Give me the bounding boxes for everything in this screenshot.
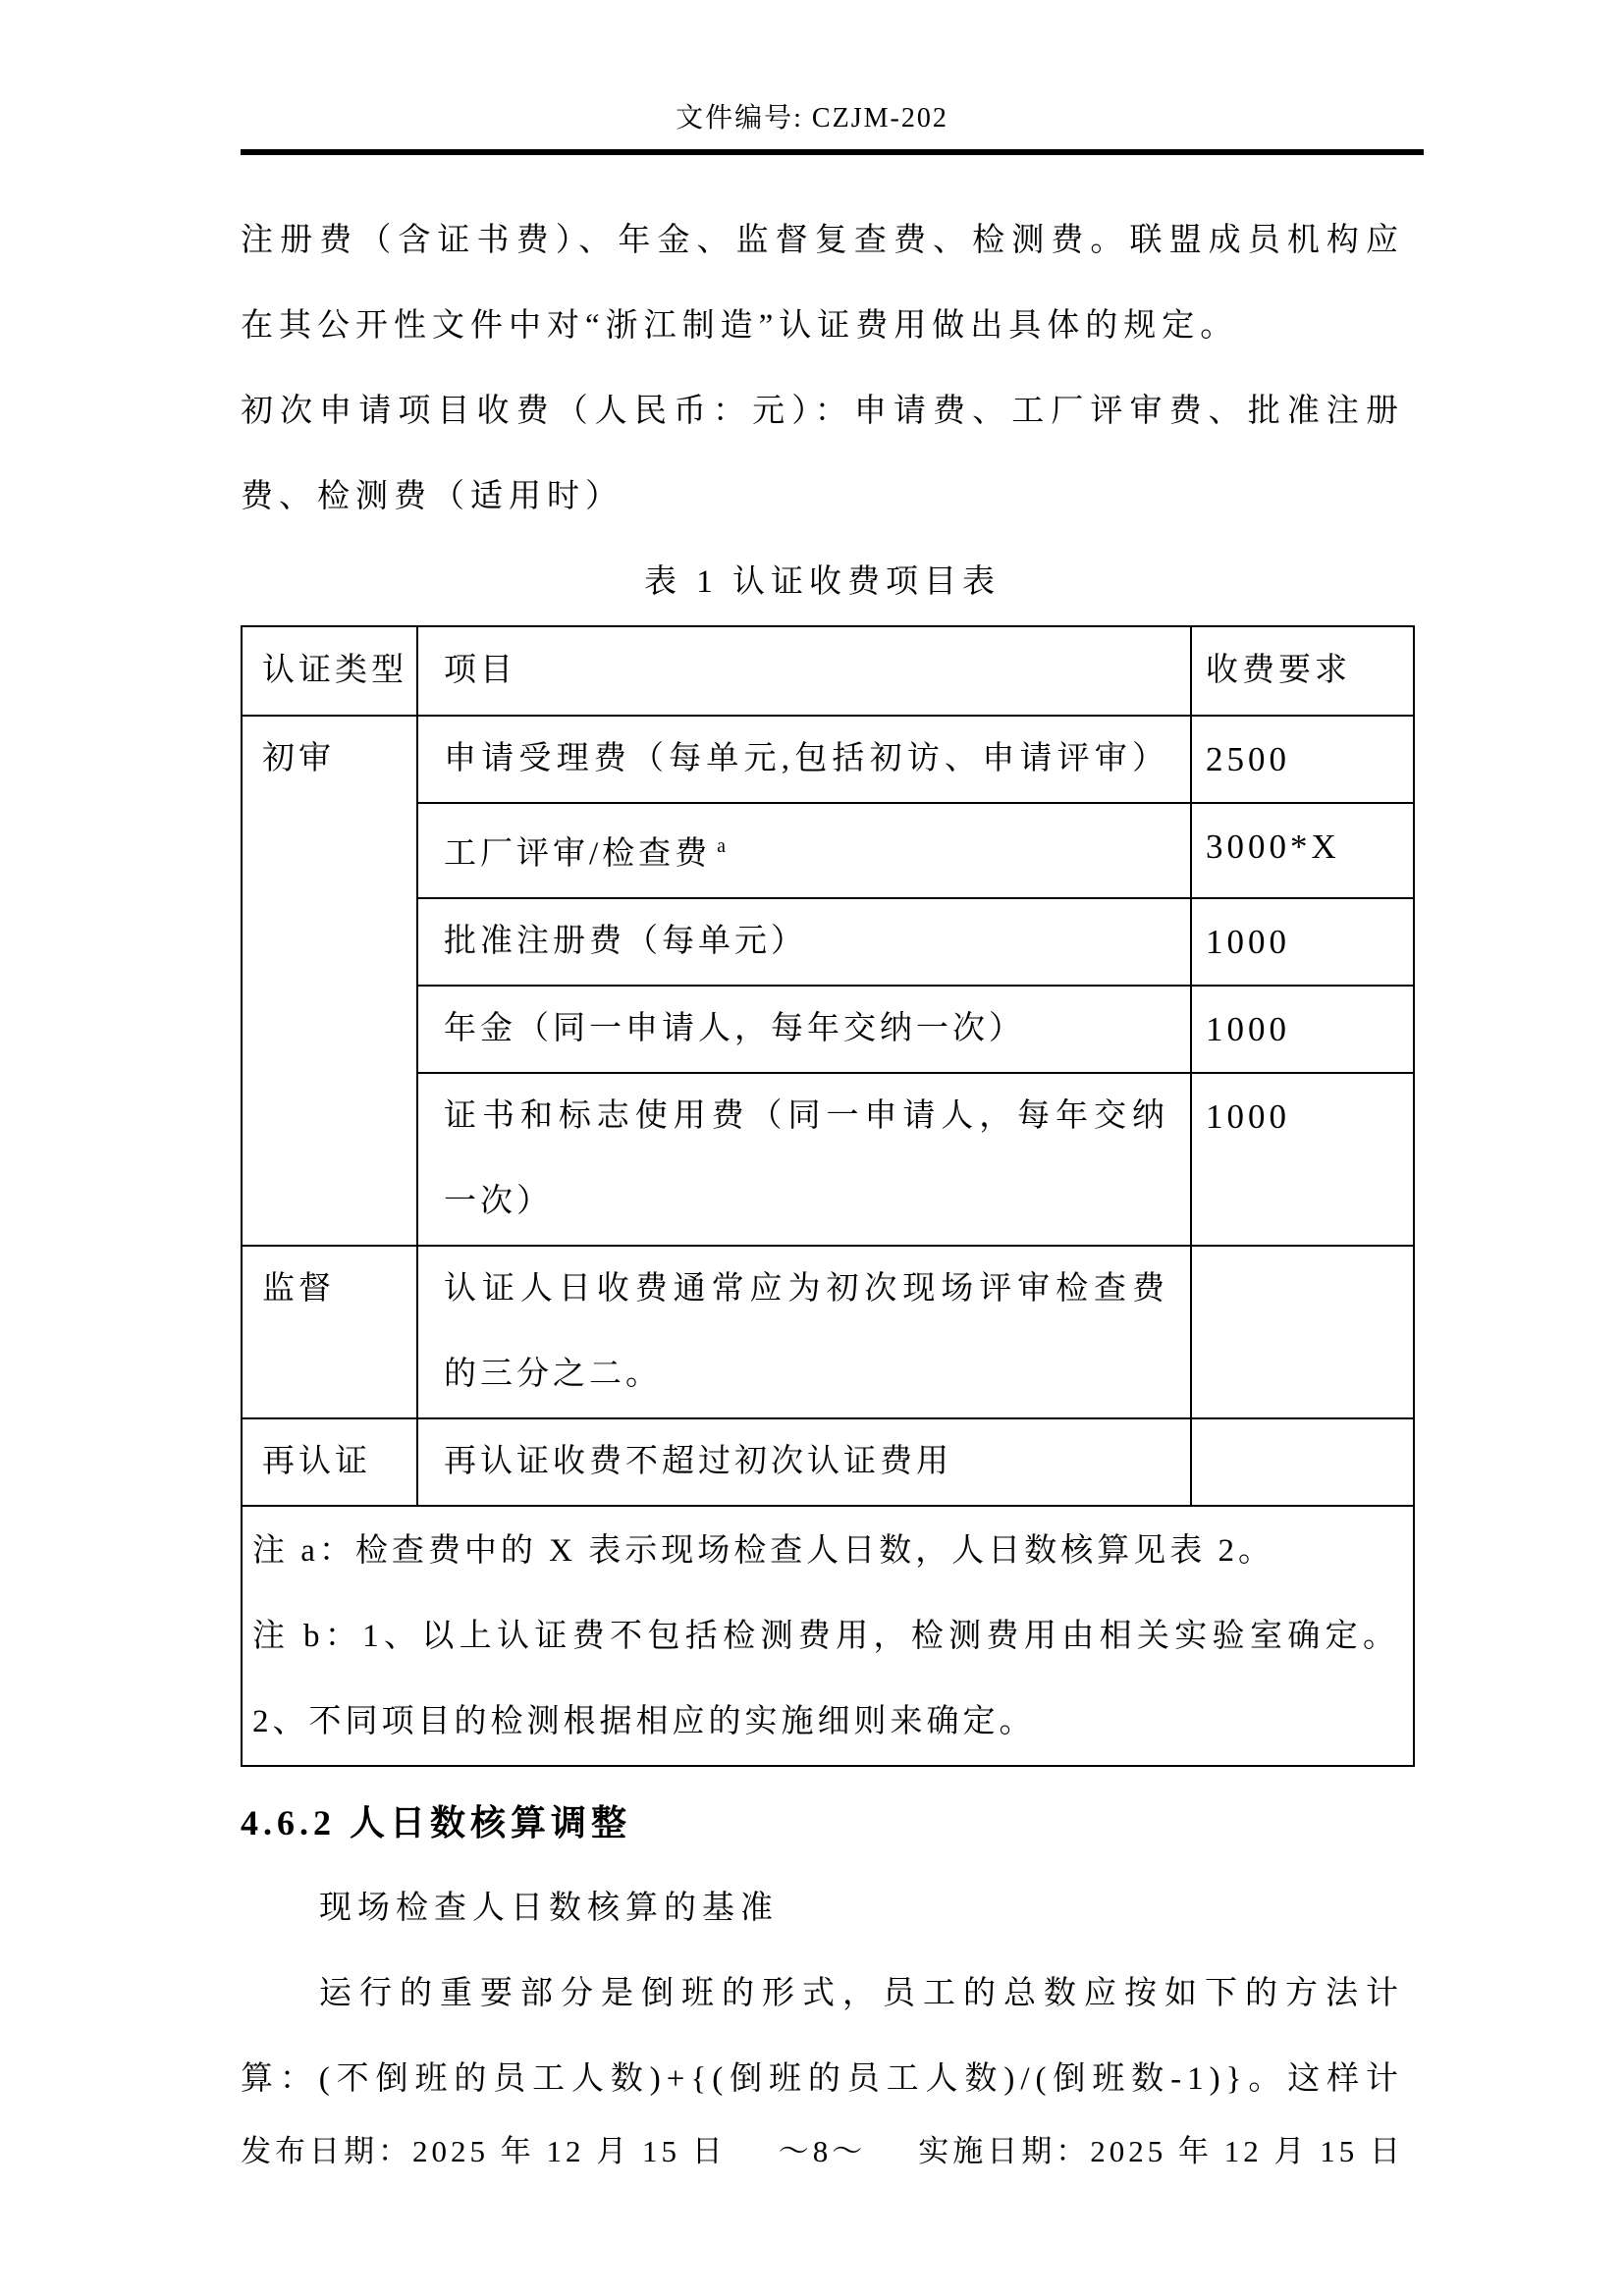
table-row (242, 1418, 1414, 1506)
table-row (242, 803, 1414, 898)
certification-fee-table (241, 625, 1415, 1767)
table-row (242, 716, 1414, 803)
cell-item (417, 1418, 1191, 1506)
cell-fee (1191, 1418, 1414, 1506)
cert-type-label: 监督 (262, 1271, 335, 1307)
footnote-marker: a (717, 835, 727, 857)
item-main-text: 工厂评审/检查费 (444, 836, 712, 872)
table-title: 表 1 认证收费项目表 (644, 564, 1001, 600)
item-text-line: 的三分之二。 (444, 1357, 662, 1392)
section-line: 运行的重要部分是倒班的形式，员工的总数应按如下的方法计 (319, 1976, 1404, 2011)
cell-fee (1191, 1246, 1414, 1418)
header-rule (241, 149, 1424, 155)
cell-item (417, 1246, 1191, 1418)
item-text: 申请受理费（每单元,包括初访、申请评审） (444, 741, 1168, 776)
cell-cert-type (242, 716, 417, 1246)
cell-item (417, 803, 1191, 898)
item-text: 年金（同一申请人，每年交纳一次） (444, 1011, 1025, 1046)
note-line: 注 b：1、以上认证费不包括检测费用，检测费用由相关实验室确定。 (252, 1619, 1399, 1654)
cell-item (417, 986, 1191, 1073)
table-row (242, 898, 1414, 986)
page-number: ～8～ (778, 2134, 867, 2168)
cell-fee: 1000 (1191, 1073, 1414, 1246)
note-line: 2、不同项目的检测根据相应的实施细则来确定。 (252, 1704, 1036, 1739)
table-row (242, 986, 1414, 1073)
release-date: 发布日期：2025 年 12 月 15 日 (241, 2134, 727, 2168)
section-heading: 4.6.2 人日数核算调整 (241, 1803, 632, 1842)
item-text: 再认证收费不超过初次认证费用 (444, 1444, 952, 1479)
cell-fee: 3000*X (1191, 803, 1414, 898)
implement-date: 实施日期：2025 年 12 月 15 日 (918, 2134, 1404, 2168)
item-text: 批准注册费（每单元） (444, 924, 807, 959)
paragraph-line: 费、检测费（适用时） (241, 479, 623, 514)
cell-notes (242, 1506, 1414, 1766)
doc-number: 文件编号: CZJM-202 (676, 103, 948, 133)
col-header-fee: 收费要求 (1191, 626, 1414, 716)
paragraph-line: 注册费（含证书费）、年金、监督复查费、检测费。联盟成员机构应 (241, 223, 1404, 258)
cell-fee: 2500 (1191, 716, 1414, 803)
table-row (242, 1246, 1414, 1418)
table-header-row (242, 626, 1414, 716)
table-notes-row (242, 1506, 1414, 1766)
note-line: 注 a：检查费中的 X 表示现场检查人日数，人日数核算见表 2。 (252, 1533, 1274, 1569)
item-text (444, 804, 1168, 897)
cell-item (417, 716, 1191, 803)
paragraph-line: 在其公开性文件中对“浙江制造”认证费用做出具体的规定。 (241, 308, 1239, 344)
item-text-line: 证书和标志使用费（同一申请人，每年交纳 (444, 1098, 1168, 1134)
table-row (242, 1073, 1414, 1246)
document-body (241, 198, 1404, 2122)
cert-type-label: 初审 (262, 741, 335, 776)
item-text-line: 认证人日收费通常应为初次现场评审检查费 (444, 1271, 1168, 1307)
section-line: 现场检查人日数核算的基准 (319, 1891, 779, 1926)
cell-item (417, 1073, 1191, 1246)
cell-fee: 1000 (1191, 898, 1414, 986)
cell-item (417, 898, 1191, 986)
cell-cert-type (242, 1418, 417, 1506)
cell-fee: 1000 (1191, 986, 1414, 1073)
cell-cert-type (242, 1246, 417, 1418)
col-header-item: 项目 (417, 626, 1191, 716)
page-footer (241, 2132, 1404, 2171)
paragraph-line: 初次申请项目收费（人民币：元）：申请费、工厂评审费、批准注册 (241, 394, 1404, 429)
cert-type-label: 再认证 (262, 1444, 371, 1479)
section-line: 算：(不倒班的员工人数)+{(倒班的员工人数)/(倒班数-1)}。这样计 (241, 2061, 1404, 2097)
col-header-cert-type: 认证类型 (242, 626, 417, 716)
item-text-line: 一次） (444, 1184, 553, 1219)
